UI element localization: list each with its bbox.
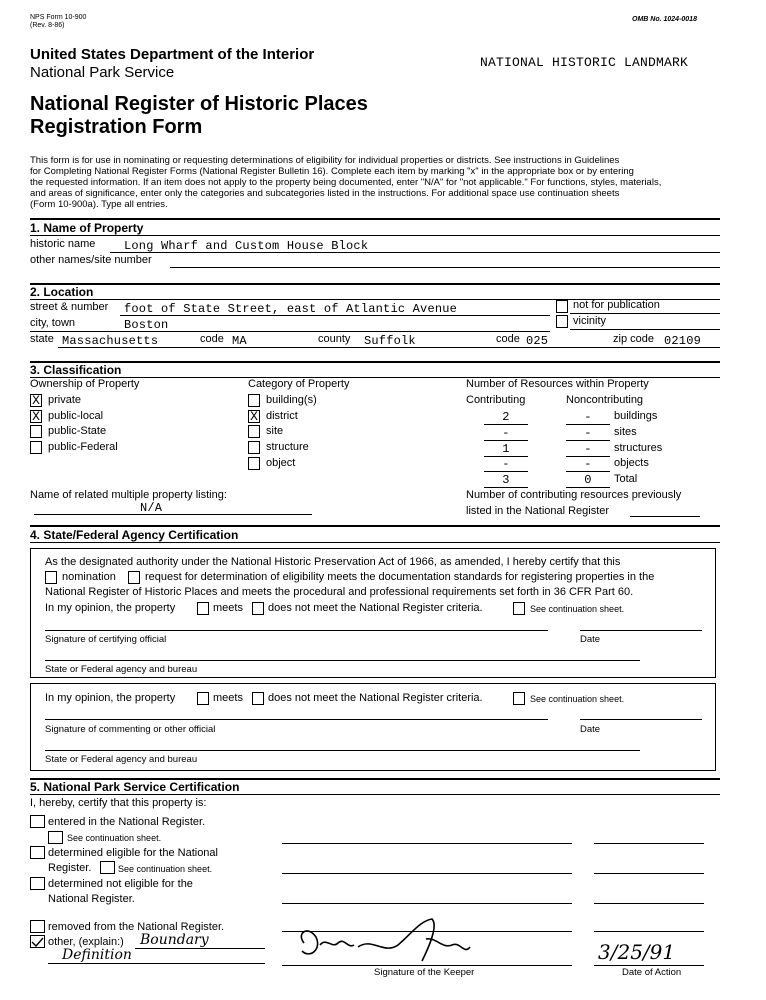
not-eligible-sig-line [282, 903, 572, 904]
previously-listed-label-1: Number of contributing resources previously [466, 489, 682, 501]
contributing-objects[interactable]: - [502, 457, 510, 471]
vicinity-line [570, 329, 720, 330]
determined-not-eligible-label-1: determined not eligible for the [48, 878, 193, 890]
city-label: city, town [30, 317, 76, 329]
noncontributing-total-line [566, 487, 610, 488]
total-label: Total [614, 473, 638, 485]
entered-sig-line [282, 843, 572, 844]
ownership-label: Ownership of Property [30, 378, 140, 390]
form-revision: (Rev. 8-86) [30, 22, 65, 29]
omb-number: OMB No. 1024-0018 [632, 16, 697, 23]
not-eligible-date-line [594, 903, 704, 904]
form-title-line2: Registration Form [30, 116, 203, 138]
eligible-continuation-checkbox[interactable] [100, 861, 115, 874]
other-label: other, (explain:) [48, 936, 124, 948]
county-label: county [318, 333, 351, 345]
noncontributing-sites-line [566, 440, 610, 441]
contributing-buildings[interactable]: 2 [502, 410, 510, 424]
city-value[interactable]: Boston [124, 318, 169, 332]
district-label: district [266, 410, 298, 422]
does-not-meet-label: does not meet the National Register criteria. [268, 602, 483, 614]
zip-value[interactable]: 02109 [664, 334, 702, 348]
meets-checkbox[interactable] [197, 602, 209, 615]
not-for-publication-checkbox[interactable] [556, 300, 568, 313]
date-of-action-handwritten: 3/25/91 [598, 940, 676, 964]
contributing-sites-line [484, 440, 528, 441]
cert-paragraph-line-3: National Register of Historic Places and meets the procedural and professional requirements set forth in 36 CFR Part 60. [45, 586, 634, 598]
noncontributing-buildings-line [566, 424, 610, 425]
section-2-heading: 2. Location [30, 285, 94, 299]
contributing-total-line [484, 487, 528, 488]
resources-label: Number of Resources within Property [466, 378, 649, 390]
vicinity-checkbox[interactable] [556, 315, 568, 328]
object-checkbox[interactable] [248, 457, 260, 470]
department: United States Department of the Interior [30, 46, 315, 63]
determined-not-eligible-label-2: National Register. [48, 893, 135, 905]
state-line [58, 347, 720, 348]
comment-see-continuation-checkbox[interactable] [513, 692, 525, 705]
object-label: object [266, 457, 296, 469]
noncontributing-header: Noncontributing [566, 394, 644, 406]
does-not-meet-checkbox[interactable] [252, 602, 264, 615]
buildings-label: buildings [614, 410, 658, 422]
public-federal-checkbox[interactable] [30, 441, 42, 454]
cert-date-label: Date [580, 634, 601, 645]
entered-label: entered in the National Register. [48, 816, 206, 828]
state-label: state [30, 333, 54, 345]
comment-opinion-label: In my opinion, the property [45, 692, 176, 704]
removed-date-line [594, 931, 704, 932]
other-explain-handwritten-1: Boundary [140, 932, 209, 948]
see-continuation-label: See continuation sheet. [530, 604, 625, 614]
contributing-structures[interactable]: 1 [502, 442, 510, 456]
public-local-checkbox[interactable]: X [30, 410, 42, 423]
nps-cert-intro: I, hereby, certify that this property is: [30, 797, 207, 809]
determined-eligible-label-2: Register. [48, 862, 92, 874]
not-for-publication-label: not for publication [573, 299, 660, 311]
state-value[interactable]: Massachusetts [62, 334, 159, 348]
historic-name-value[interactable]: Long Wharf and Custom House Block [124, 239, 369, 253]
cert-date-line [580, 630, 702, 631]
comment-meets-checkbox[interactable] [197, 692, 209, 705]
instructions-line-5: (Form 10-900a). Type all entries. [30, 199, 168, 210]
comment-agency-line [45, 750, 640, 751]
comment-date-line [580, 719, 702, 720]
instructions-line-3: the requested information. If an item does not apply to the property being documented, enter "N/A" for "not applicable." For functions, styles, materials, [30, 177, 662, 188]
county-code-label: code [496, 333, 520, 345]
comment-signature-line [45, 719, 548, 720]
building-checkbox[interactable] [248, 394, 260, 407]
cert-agency-label: State or Federal agency and bureau [45, 664, 198, 675]
section-5-heading: 5. National Park Service Certification [30, 780, 240, 794]
previously-listed-label-2: listed in the National Register [466, 505, 610, 517]
public-local-label: public-local [48, 410, 104, 422]
noncontributing-structures[interactable]: - [584, 442, 592, 456]
noncontributing-sites[interactable]: - [584, 426, 592, 440]
eligible-sig-line [282, 873, 572, 874]
determined-eligible-checkbox[interactable] [30, 846, 45, 859]
comment-date-label: Date [580, 724, 601, 735]
comment-does-not-meet-checkbox[interactable] [252, 692, 264, 705]
entered-checkbox[interactable] [30, 815, 45, 828]
comment-agency-label: State or Federal agency and bureau [45, 754, 198, 765]
state-code-value[interactable]: MA [232, 334, 247, 348]
not-for-publication-line [570, 313, 720, 314]
sites-label: sites [614, 426, 637, 438]
cert-opinion-label: In my opinion, the property [45, 602, 176, 614]
other-explain-line-1 [135, 948, 265, 949]
determined-not-eligible-checkbox[interactable] [30, 877, 45, 890]
form-number: NPS Form 10-900 [30, 14, 87, 21]
related-listing-label: Name of related multiple property listing: [30, 489, 227, 501]
cert-paragraph-line-1: As the designated authority under the National Historic Preservation Act of 1966, as amended, I hereby certify that this [45, 556, 621, 568]
site-label: site [266, 425, 284, 437]
request-determination-checkbox[interactable] [128, 571, 140, 584]
category-label: Category of Property [248, 378, 350, 390]
section-1-top-rule [30, 218, 720, 220]
site-checkbox[interactable] [248, 425, 260, 438]
vicinity-label: vicinity [573, 315, 607, 327]
historic-name-label: historic name [30, 238, 96, 250]
comment-does-not-meet-label: does not meet the National Register criteria. [268, 692, 483, 704]
noncontributing-total[interactable]: 0 [584, 473, 592, 487]
comment-see-continuation-label: See continuation sheet. [530, 694, 625, 704]
cert-agency-line [45, 660, 640, 661]
instructions-line-2: for Completing National Register Forms (National Register Bulletin 16). Complete each item by marking "x" in the appropriate box or by entering [30, 166, 634, 177]
entered-continuation-label: See continuation sheet. [67, 833, 162, 843]
section-3-top-rule [30, 361, 720, 363]
cert-paragraph-line-2: request for determination of eligibility meets the documentation standards for registering properties in the [145, 571, 655, 583]
keeper-signature-label: Signature of the Keeper [374, 967, 475, 978]
contributing-header: Contributing [466, 394, 526, 406]
contributing-objects-line [484, 471, 528, 472]
date-of-action-label: Date of Action [622, 967, 682, 978]
other-explain-line-2 [48, 963, 265, 964]
determined-eligible-label-1: determined eligible for the National [48, 847, 218, 859]
handwritten-check-icon [31, 936, 44, 948]
instructions-line-4: and areas of significance, enter only the categories and subcategories listed in the instructions. For additional space use continuation sheets [30, 188, 620, 199]
cert-signature-label: Signature of certifying official [45, 634, 167, 645]
related-listing-line [34, 514, 312, 515]
keeper-signature-line [282, 965, 572, 966]
section-4-heading-rule [30, 542, 720, 543]
noncontributing-buildings[interactable]: - [584, 410, 592, 424]
other-names-label: other names/site number [30, 254, 152, 266]
building-label: building(s) [266, 394, 317, 406]
nomination-checkbox[interactable] [45, 571, 57, 584]
public-state-label: public-State [48, 425, 107, 437]
instructions-line-1: This form is for use in nominating or requesting determinations of eligibility for individual properties or districts. See instructions in Guidelines [30, 155, 620, 166]
entered-continuation-checkbox[interactable] [48, 831, 63, 844]
entered-date-line [594, 843, 704, 844]
cert-signature-line [45, 630, 548, 631]
form-title-line1: National Register of Historic Places [30, 93, 368, 115]
city-line [30, 331, 550, 332]
landmark-stamp: NATIONAL HISTORIC LANDMARK [480, 55, 689, 70]
structure-checkbox[interactable] [248, 441, 260, 454]
see-continuation-checkbox[interactable] [513, 602, 525, 615]
other-explain-handwritten-2: Definition [62, 947, 132, 963]
previously-listed-line [630, 516, 700, 517]
removed-checkbox[interactable] [30, 920, 45, 933]
county-value[interactable]: Suffolk [364, 334, 416, 348]
street-value[interactable]: foot of State Street, east of Atlantic Avenue [124, 302, 458, 316]
historic-name-line [110, 252, 720, 253]
structure-label: structure [266, 441, 309, 453]
comment-meets-label: meets [213, 692, 243, 704]
street-line [120, 315, 550, 316]
structures-label: structures [614, 442, 663, 454]
removed-label: removed from the National Register. [48, 921, 225, 933]
keeper-signature-icon [292, 915, 492, 970]
district-checkbox[interactable]: X [248, 410, 260, 423]
section-4-heading: 4. State/Federal Agency Certification [30, 528, 239, 542]
section-1-heading-rule [30, 235, 720, 236]
service: National Park Service [30, 64, 175, 81]
date-of-action-line [594, 965, 704, 966]
contributing-total[interactable]: 3 [502, 473, 510, 487]
section-1-heading: 1. Name of Property [30, 221, 144, 235]
section-3-heading: 3. Classification [30, 363, 122, 377]
street-label: street & number [30, 301, 109, 313]
zip-label: zip code [613, 333, 654, 345]
comment-signature-label: Signature of commenting or other official [45, 724, 216, 735]
section-5-heading-rule [30, 794, 720, 795]
meets-label: meets [213, 602, 243, 614]
county-code-value[interactable]: 025 [526, 334, 549, 348]
state-code-label: code [200, 333, 224, 345]
other-checkbox[interactable] [30, 935, 45, 948]
section-2-top-rule [30, 283, 720, 285]
nomination-label: nomination [62, 571, 116, 583]
objects-label: objects [614, 457, 649, 469]
eligible-continuation-label: See continuation sheet. [118, 864, 213, 874]
noncontributing-objects-line [566, 471, 610, 472]
contributing-buildings-line [484, 424, 528, 425]
other-names-line [170, 267, 720, 268]
private-label: private [48, 394, 82, 406]
public-federal-label: public-Federal [48, 441, 118, 453]
eligible-date-line [594, 873, 704, 874]
section-4-top-rule [30, 525, 720, 527]
private-checkbox[interactable]: X [30, 394, 42, 407]
related-listing-value[interactable]: N/A [140, 501, 163, 515]
public-state-checkbox[interactable] [30, 425, 42, 438]
contributing-sites[interactable]: - [502, 426, 510, 440]
noncontributing-objects[interactable]: - [584, 457, 592, 471]
